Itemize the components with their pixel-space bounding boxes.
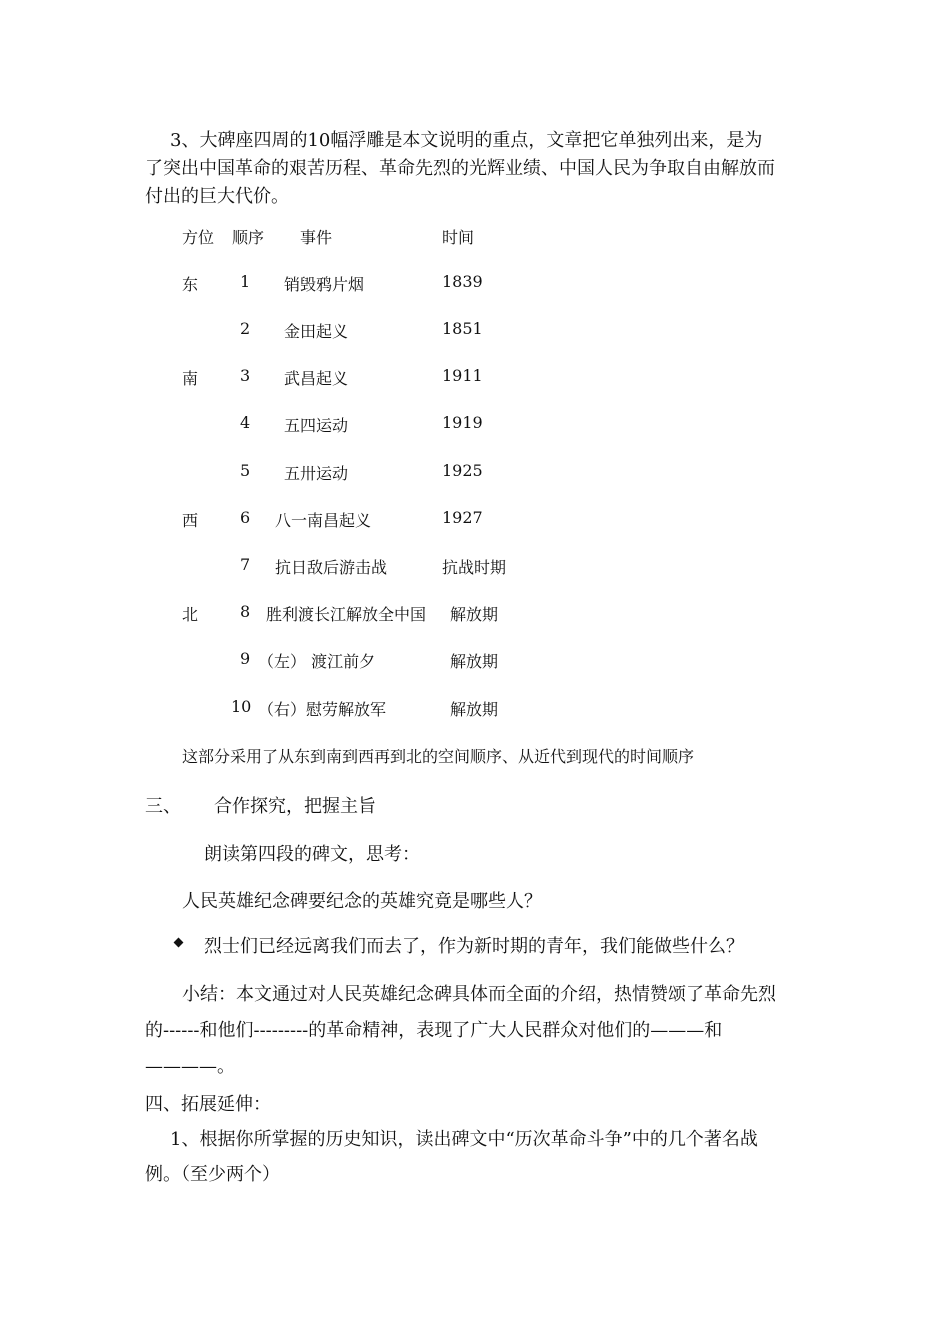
section3-question-2: 烈士们已经远离我们而去了，作为新时期的青年，我们能做些什么？ (204, 936, 744, 957)
intro-line-2: 了突出中国革命的艰苦历程、革命先烈的光辉业绩、中国人民为争取自由解放而 (145, 158, 775, 179)
conclusion-line-1: 小结：本文通过对人民英雄纪念碑具体而全面的介绍，热情赞颂了革命先烈 (182, 984, 776, 1005)
intro-line-3: 付出的巨大代价。 (145, 186, 289, 207)
row-direction: 南 (182, 369, 199, 388)
header-time: 时间 (442, 228, 475, 247)
row-time: 解放期 (450, 700, 499, 719)
row-direction: 西 (182, 511, 199, 530)
row-event: 八一南昌起义 (275, 511, 372, 530)
row-event: 五四运动 (284, 416, 349, 435)
section3-title: 合作探究，把握主旨 (214, 796, 376, 817)
section4-item1-line1: 1、根据你所掌握的历史知识，读出碑文中“历次革命斗争”中的几个著名战 (170, 1129, 758, 1150)
section4-item1-line2: 例。（至少两个） (145, 1164, 280, 1185)
row-time: 1925 (442, 461, 483, 480)
row-order: 2 (240, 319, 251, 338)
header-event: 事件 (300, 228, 333, 247)
row-time: 1839 (442, 272, 483, 291)
row-event: 胜利渡长江解放全中国 (266, 605, 427, 624)
conclusion-line-2: 的------和他们---------的革命精神，表现了广大人民群众对他们的———和 (145, 1020, 723, 1041)
row-event: 武昌起义 (284, 369, 349, 388)
header-direction: 方位 (182, 228, 215, 247)
row-order: 4 (240, 413, 251, 432)
row-event: 销毁鸦片烟 (284, 275, 365, 294)
conclusion-line-3: ————。 (145, 1056, 235, 1077)
diamond-bullet-icon (174, 938, 184, 948)
section3-number: 三、 (145, 796, 181, 817)
row-time: 解放期 (450, 652, 499, 671)
row-order: 6 (240, 508, 251, 527)
section4-heading: 四、拓展延伸： (145, 1094, 271, 1115)
header-order: 顺序 (232, 228, 265, 247)
row-direction: 北 (182, 605, 199, 624)
row-time: 1851 (442, 319, 483, 338)
row-order: 7 (240, 555, 251, 574)
section3-question-1: 人民英雄纪念碑要纪念的英雄究竟是哪些人？ (182, 891, 542, 912)
row-event: （右）慰劳解放军 (258, 700, 387, 719)
intro-line-1: 3、大碑座四周的10幅浮雕是本文说明的重点，文章把它单独列出来，是为 (170, 130, 763, 151)
row-order: 10 (231, 697, 252, 716)
row-order: 5 (240, 461, 251, 480)
row-time: 1927 (442, 508, 483, 527)
section3-read-prompt: 朗读第四段的碑文，思考： (204, 844, 420, 865)
row-direction: 东 (182, 275, 199, 294)
row-order: 3 (240, 366, 251, 385)
row-order: 8 (240, 602, 251, 621)
row-time: 1911 (442, 366, 483, 385)
row-order: 9 (240, 649, 251, 668)
row-event: 金田起义 (284, 322, 349, 341)
row-event: 抗日敌后游击战 (275, 558, 388, 577)
row-order: 1 (240, 272, 251, 291)
row-event: （左） 渡江前夕 (258, 652, 376, 671)
order-summary: 这部分采用了从东到南到西再到北的空间顺序、从近代到现代的时间顺序 (182, 747, 695, 766)
row-time: 抗战时期 (442, 558, 507, 577)
row-time: 1919 (442, 413, 483, 432)
row-event: 五卅运动 (284, 464, 349, 483)
row-time: 解放期 (450, 605, 499, 624)
